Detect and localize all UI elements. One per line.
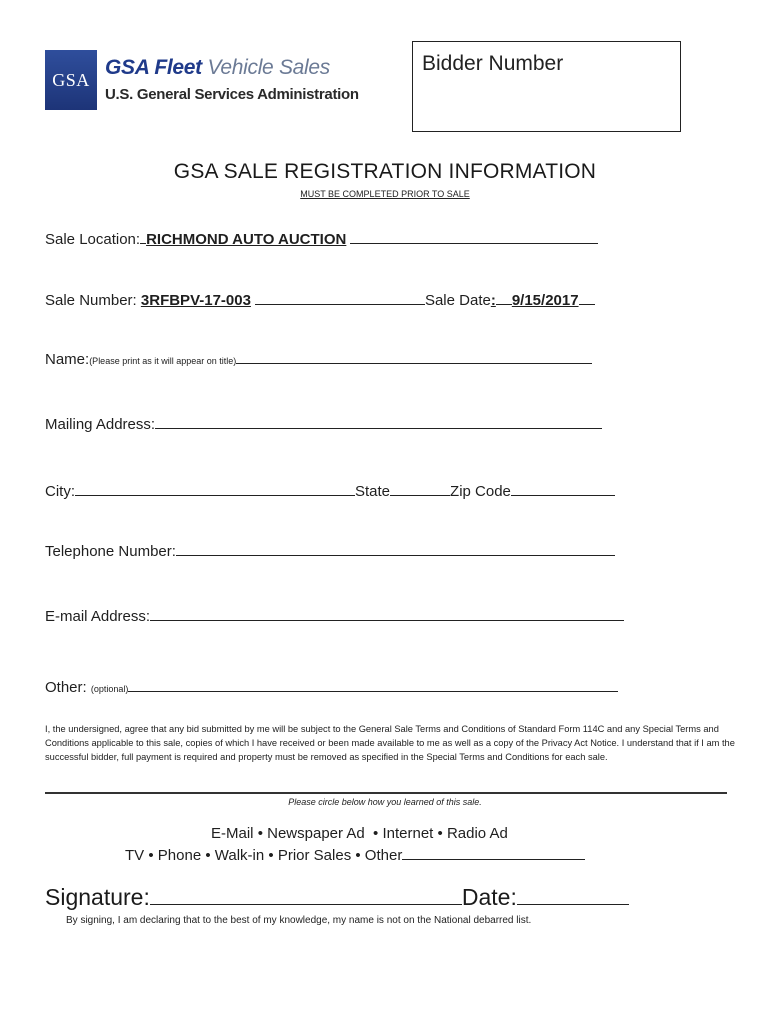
sale-number-line[interactable] bbox=[255, 304, 425, 305]
sale-number-value[interactable]: 3RFBPV-17-003 bbox=[140, 292, 251, 309]
email-label: E-mail Address: bbox=[45, 608, 151, 625]
bullet: • bbox=[257, 825, 263, 842]
circle-instruction: Please circle below how you learned of this sale. bbox=[288, 797, 482, 807]
email-line[interactable] bbox=[150, 620, 624, 621]
state-label: State bbox=[355, 483, 391, 500]
other-label: Other: bbox=[45, 679, 87, 696]
telephone-line[interactable] bbox=[176, 555, 615, 556]
state-line[interactable] bbox=[390, 495, 450, 496]
bullet: • bbox=[355, 847, 361, 864]
sale-number-label: Sale Number: bbox=[45, 292, 137, 309]
terms-paragraph: I, the undersigned, agree that any bid submitted by me will be subject to the General Sale Terms and Conditions of Standard Form 114C and any Special Terms and Conditions applicable to this sale, copies of which I have received or been made available to me as well as a copy of the Privacy Act Notice. I understand that if I am the successful bidder, full payment is required and property must be removed as specified in the Special Terms and Conditions for each sale. bbox=[45, 724, 735, 762]
logo-title bbox=[105, 56, 330, 80]
signature-date-line[interactable] bbox=[517, 904, 629, 905]
name-line[interactable] bbox=[236, 363, 592, 364]
other-row bbox=[45, 679, 618, 696]
source-other-line[interactable] bbox=[402, 859, 585, 860]
telephone-row bbox=[45, 543, 615, 560]
signature-line[interactable] bbox=[150, 904, 462, 905]
logo-title-light: Vehicle Sales bbox=[207, 56, 330, 79]
logo-subtitle: U.S. General Services Administration bbox=[105, 86, 359, 103]
sources-row-1 bbox=[211, 825, 508, 842]
sale-location-row bbox=[45, 231, 598, 248]
source-prior-sales[interactable]: Prior Sales bbox=[277, 847, 352, 864]
city-state-zip-row bbox=[45, 483, 615, 500]
other-line[interactable] bbox=[128, 691, 618, 692]
sale-location-label: Sale Location: bbox=[45, 231, 141, 248]
name-label: Name: bbox=[45, 351, 90, 368]
bullet: • bbox=[148, 847, 154, 864]
logo-title-bold: GSA Fleet bbox=[105, 56, 202, 79]
other-hint: (optional) bbox=[90, 684, 129, 694]
source-radio-ad[interactable]: Radio Ad bbox=[446, 825, 508, 842]
sources-row-2 bbox=[125, 847, 585, 864]
divider bbox=[45, 792, 727, 794]
source-internet[interactable]: Internet bbox=[382, 825, 434, 842]
source-email[interactable]: E-Mail bbox=[211, 825, 254, 842]
sale-location-value[interactable]: RICHMOND AUTO AUCTION bbox=[146, 231, 347, 248]
bullet: • bbox=[373, 825, 379, 842]
email-row bbox=[45, 608, 624, 625]
source-phone[interactable]: Phone bbox=[157, 847, 202, 864]
signature-label: Signature: bbox=[45, 884, 150, 910]
source-newspaper-ad[interactable]: Newspaper Ad bbox=[267, 825, 365, 842]
sale-date-label: Sale Date bbox=[424, 292, 491, 309]
city-line[interactable] bbox=[75, 495, 355, 496]
bullet: • bbox=[437, 825, 443, 842]
signature-date-label: Date: bbox=[461, 884, 517, 910]
zip-code-label: Zip Code bbox=[450, 483, 511, 500]
sale-date-colon: : bbox=[490, 292, 496, 309]
bullet: • bbox=[205, 847, 211, 864]
mailing-address-label: Mailing Address: bbox=[45, 416, 156, 433]
gsa-logo-mark: GSA bbox=[45, 50, 97, 110]
bidder-number-box[interactable] bbox=[412, 41, 681, 132]
signature-note: By signing, I am declaring that to the best of my knowledge, my name is not on the National debarred list. bbox=[66, 915, 532, 926]
name-row bbox=[45, 351, 592, 368]
mailing-address-line[interactable] bbox=[155, 428, 602, 429]
source-other[interactable]: Other bbox=[364, 847, 403, 864]
bullet: • bbox=[268, 847, 274, 864]
zip-code-line[interactable] bbox=[511, 495, 615, 496]
signature-row bbox=[45, 884, 629, 911]
form-title: GSA SALE REGISTRATION INFORMATION bbox=[173, 160, 597, 183]
source-walk-in[interactable]: Walk-in bbox=[214, 847, 265, 864]
source-tv[interactable]: TV bbox=[125, 847, 145, 864]
sale-location-line[interactable] bbox=[350, 243, 598, 244]
city-label: City: bbox=[45, 483, 75, 500]
sale-number-row bbox=[45, 292, 595, 309]
name-hint: (Please print as it will appear on title) bbox=[89, 356, 237, 366]
form-subtitle: MUST BE COMPLETED PRIOR TO SALE bbox=[300, 189, 470, 199]
gsa-logo bbox=[45, 50, 357, 110]
bidder-number-label: Bidder Number bbox=[422, 52, 564, 75]
mailing-address-row bbox=[45, 416, 602, 433]
sale-date-value[interactable]: 9/15/2017 bbox=[511, 292, 579, 309]
telephone-label: Telephone Number: bbox=[45, 543, 176, 560]
